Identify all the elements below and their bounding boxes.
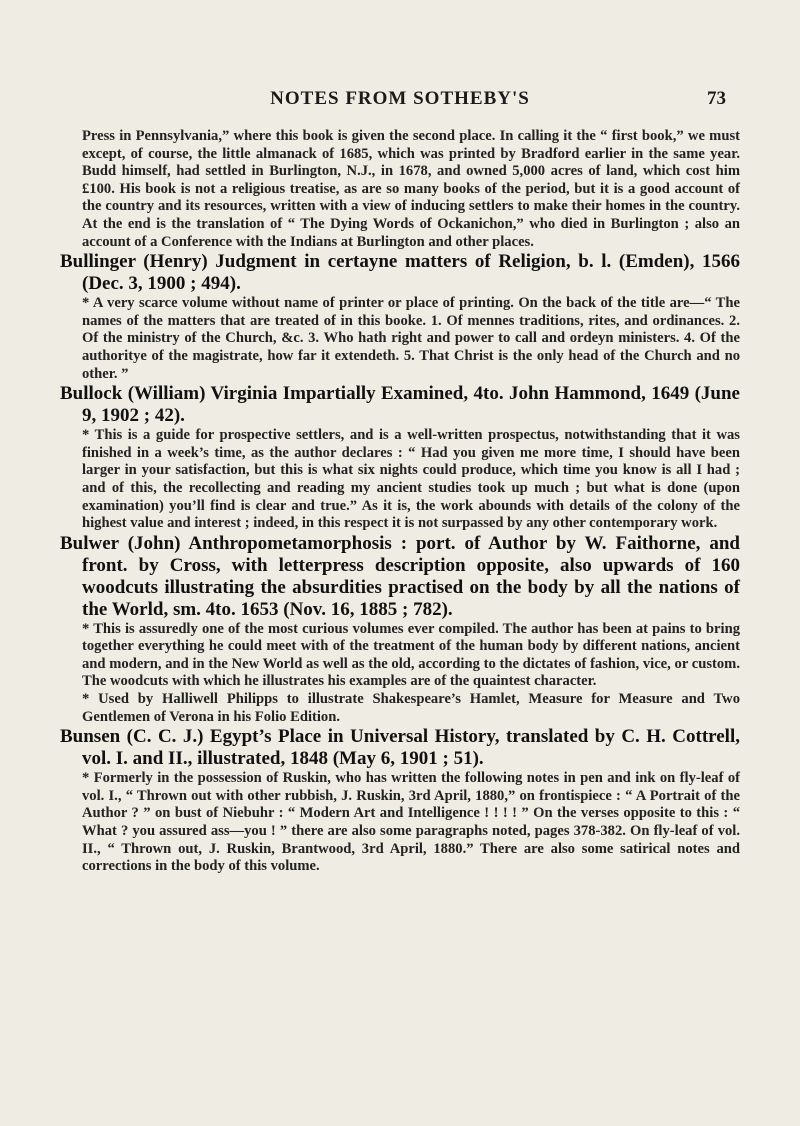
entry-note: * Formerly in the possession of Ruskin, who has written the following notes in pen and ink on fly-leaf of vol. I., “ Thrown out with other rubbish, J. Ruskin, 3rd April, 1880,” on frontispiece : “ A Portrait of the Author ? ” on bust of Niebuhr : “ Modern Art and Intelligence ! ! ! ! ” On the verses opposite to this : “ What ? you assured ass—you ! ” there are also some paragraphs noted, pages 378-382. On fly-leaf of vol. II., “ Thrown out, J. Ruskin, Brantwood, 3rd April, 1880.” There are also some satirical notes and corrections in the body of this volume. bbox=[82, 770, 740, 875]
entry-heading: Bunsen (C. C. J.) Egypt’s Place in Universal History, translated by C. H. Cottrell, vol. I. and II., illustrated, 1848 (May 6, 1901 ; 51). bbox=[60, 726, 740, 770]
entry-heading: Bullock (William) Virginia Impartially Examined, 4to. John Hammond, 1649 (June 9, 1902 ; 42). bbox=[60, 383, 740, 427]
catalogue-entry-bulwer bbox=[60, 533, 740, 727]
entry-heading: Bullinger (Henry) Judgment in certayne matters of Religion, b. l. (Emden), 1566 (Dec. 3, 1900 ; 494). bbox=[60, 251, 740, 295]
catalogue-entry-bullock bbox=[60, 383, 740, 533]
entry-note: * A very scarce volume without name of printer or place of printing. On the back of the title are—“ The names of the matters that are treated of in this booke. 1. Of mennes traditions, rites, and ordinances. 2. Of the ministry of the Church, &c. 3. Who hath right and power to call and ordeyn ministers. 4. Of the authoritye of the magistrate, how far it extendeth. 5. That Christ is the only head of the Church and no other. ” bbox=[82, 295, 740, 382]
running-head bbox=[0, 88, 800, 110]
catalogue-entry-bunsen bbox=[60, 726, 740, 876]
entry-note: * Used by Halliwell Philipps to illustrate Shakespeare’s Hamlet, Measure for Measure and Two Gentlemen of Verona in his Folio Edition. bbox=[82, 691, 740, 725]
continued-paragraph: Press in Pennsylvania,” where this book is given the second place. In calling it the “ first book,” we must except, of course, the little almanack of 1685, which was printed by Bradford earlier in the same year. Budd himself, had settled in Burlington, N.J., in 1678, and owned 5,000 acres of land, which cost him £100. His book is not a religious treatise, as are so many books of the period, but it is a good account of the country and its resources, written with a view of inducing settlers to make their homes in the country. At the end is the translation of “ The Dying Words of Ockanichon,” who died in Burlington ; also an account of a Conference with the Indians at Burlington and other places. bbox=[82, 128, 740, 250]
entry-heading: Bulwer (John) Anthropometamorphosis : port. of Author by W. Faithorne, and front. by Cross, with letterpress description opposite, also upwards of 160 woodcuts illustrating the absurdities practised on the body by all the nations of the World, sm. 4to. 1653 (Nov. 16, 1885 ; 782). bbox=[60, 532, 740, 620]
running-title: NOTES FROM SOTHEBY'S bbox=[270, 88, 530, 109]
catalogue-entry-bullinger bbox=[60, 251, 740, 383]
page-body bbox=[60, 128, 740, 876]
entry-note: * This is a guide for prospective settlers, and is a well-written prospectus, notwithstanding that it was finished in a week’s time, as the author declares : “ Had you given me more time, I should have been larger in your satisfaction, but this is what six nights could produce, which time you know is all I had ; and of this, the recollecting and reading my ancient studies took up much ; but what is done (upon examination) you’ll find is clear and true.” As it is, the work abounds with details of the colony of the highest value and interest ; indeed, in this respect it is not surpassed by any other contemporary work. bbox=[82, 427, 740, 532]
page-number: 73 bbox=[707, 88, 726, 109]
entry-note: * This is assuredly one of the most curious volumes ever compiled. The author has been at pains to bring together everything he could meet with of the treatment of the human body by different nations, ancient and modern, and in the New World as well as the old, according to the dictates of fashion, vice, or custom. The woodcuts with which he illustrates his examples are of the quaintest character. bbox=[82, 620, 740, 690]
